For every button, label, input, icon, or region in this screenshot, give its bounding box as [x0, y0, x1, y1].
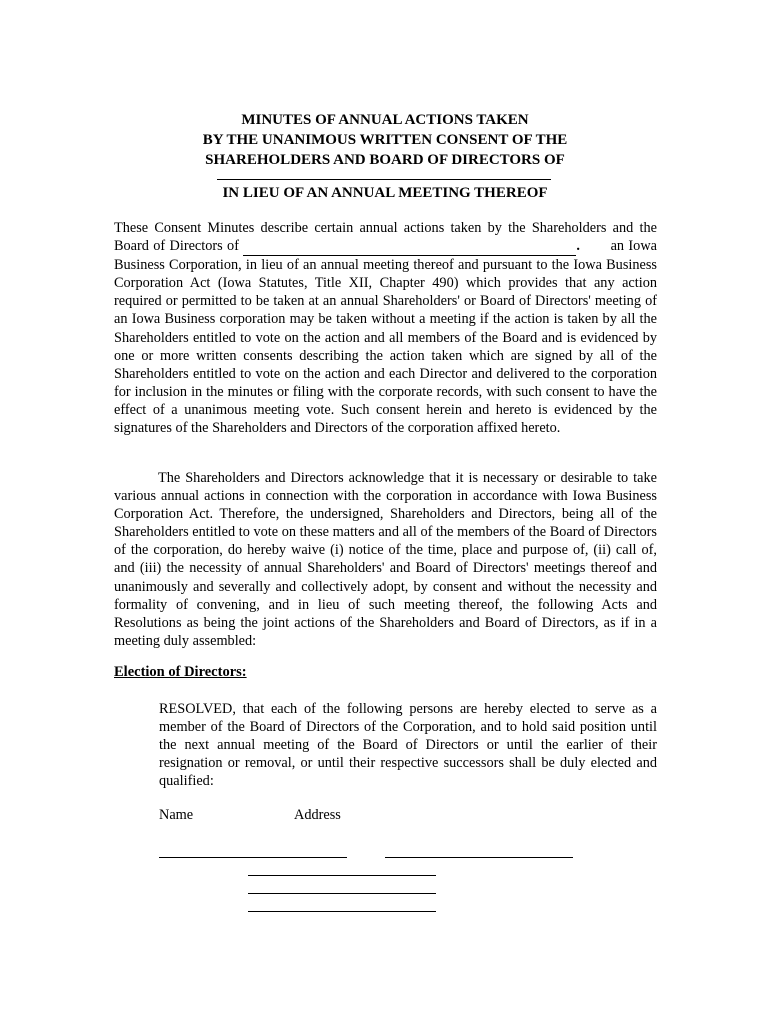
election-of-directors-heading: Election of Directors: [114, 664, 247, 680]
title-line-4: IN LIEU OF AN ANNUAL MEETING THEREOF [222, 185, 548, 201]
director-address-line-4[interactable] [248, 911, 436, 912]
director-address-line-1[interactable] [385, 857, 573, 858]
director-address-line-2[interactable] [248, 875, 436, 876]
election-resolution [159, 700, 657, 790]
title-line-2: BY THE UNANIMOUS WRITTEN CONSENT OF THE [202, 132, 568, 148]
intro-paragraph [114, 219, 657, 437]
title-line-1: MINUTES OF ANNUAL ACTIONS TAKEN [241, 112, 529, 128]
corporation-name-blank[interactable] [217, 179, 551, 180]
acknowledgement-text: The Shareholders and Directors acknowledge that it is necessary or desirable to take various annual actions in connection with the corporation in accordance with Iowa Business Corporation Act. Therefore, the undersigned, Shareholders and Directors, being all of the Shareholders entitled to vote on these matters and all of the members of the Board of Directors of the corporation, do hereby waive (i) notice of the time, place and purpose of, (ii) call of, and (iii) the necessity of annual Shareholders' and Board of Directors' meetings thereof and unanimously and severally and collectively adopt, by consent and without the necessity and formality of convening, and in lieu of such meeting thereof, the following Acts and Resolutions as being the joint actions of the Shareholders and Board of Directors, as if in a meeting duly assembled: [114, 470, 657, 649]
title-line-3: SHAREHOLDERS AND BOARD OF DIRECTORS OF [205, 152, 565, 168]
director-name-line[interactable] [159, 857, 347, 858]
acknowledgement-paragraph [114, 469, 657, 650]
intro-blank-suffix: . [576, 238, 580, 255]
board-of-directors-blank[interactable] [243, 237, 576, 256]
intro-text-part3: Iowa Business Corporation, in lieu of an annual meeting thereof and pursuant to the Iowa Business Corporation Act (Iowa Statutes, Title XII, Chapter 490) which provides that any action required or permitted to be taken at an annual Shareholders' or Board of Directors' meeting of an Iowa Business corporation may be taken without a meeting if the action is taken by all the Shareholders entitled to vote on the action and all members of the Board and is evidenced by one or more written consents describing the action taken which are signed by all of the Shareholders entitled to vote on the action and each Director and delivered to the corporation for inclusion in the minutes or filing with the corporate records, with such consent to have the effect of a unanimous meeting vote. Such consent herein and hereto is evidenced by the signatures of the Shareholders and Directors of the corporation affixed hereto. [114, 238, 658, 437]
director-address-line-3[interactable] [248, 893, 436, 894]
address-column-label: Address [294, 807, 341, 823]
intro-text-part1: These Consent Minutes describe certain annual actions taken by the Shareholders and the Board of Directors of [114, 220, 657, 255]
intro-text-part2: an [610, 238, 625, 255]
resolution-text: RESOLVED, that each of the following persons are hereby elected to serve as a member of the Board of Directors of the Corporation, and to hold said position until the next annual meeting of the Board of Directors or until the earlier of their resignation or removal, or until their respective successors shall be duly elected and qualified: [159, 701, 657, 790]
name-column-label: Name [159, 807, 194, 823]
